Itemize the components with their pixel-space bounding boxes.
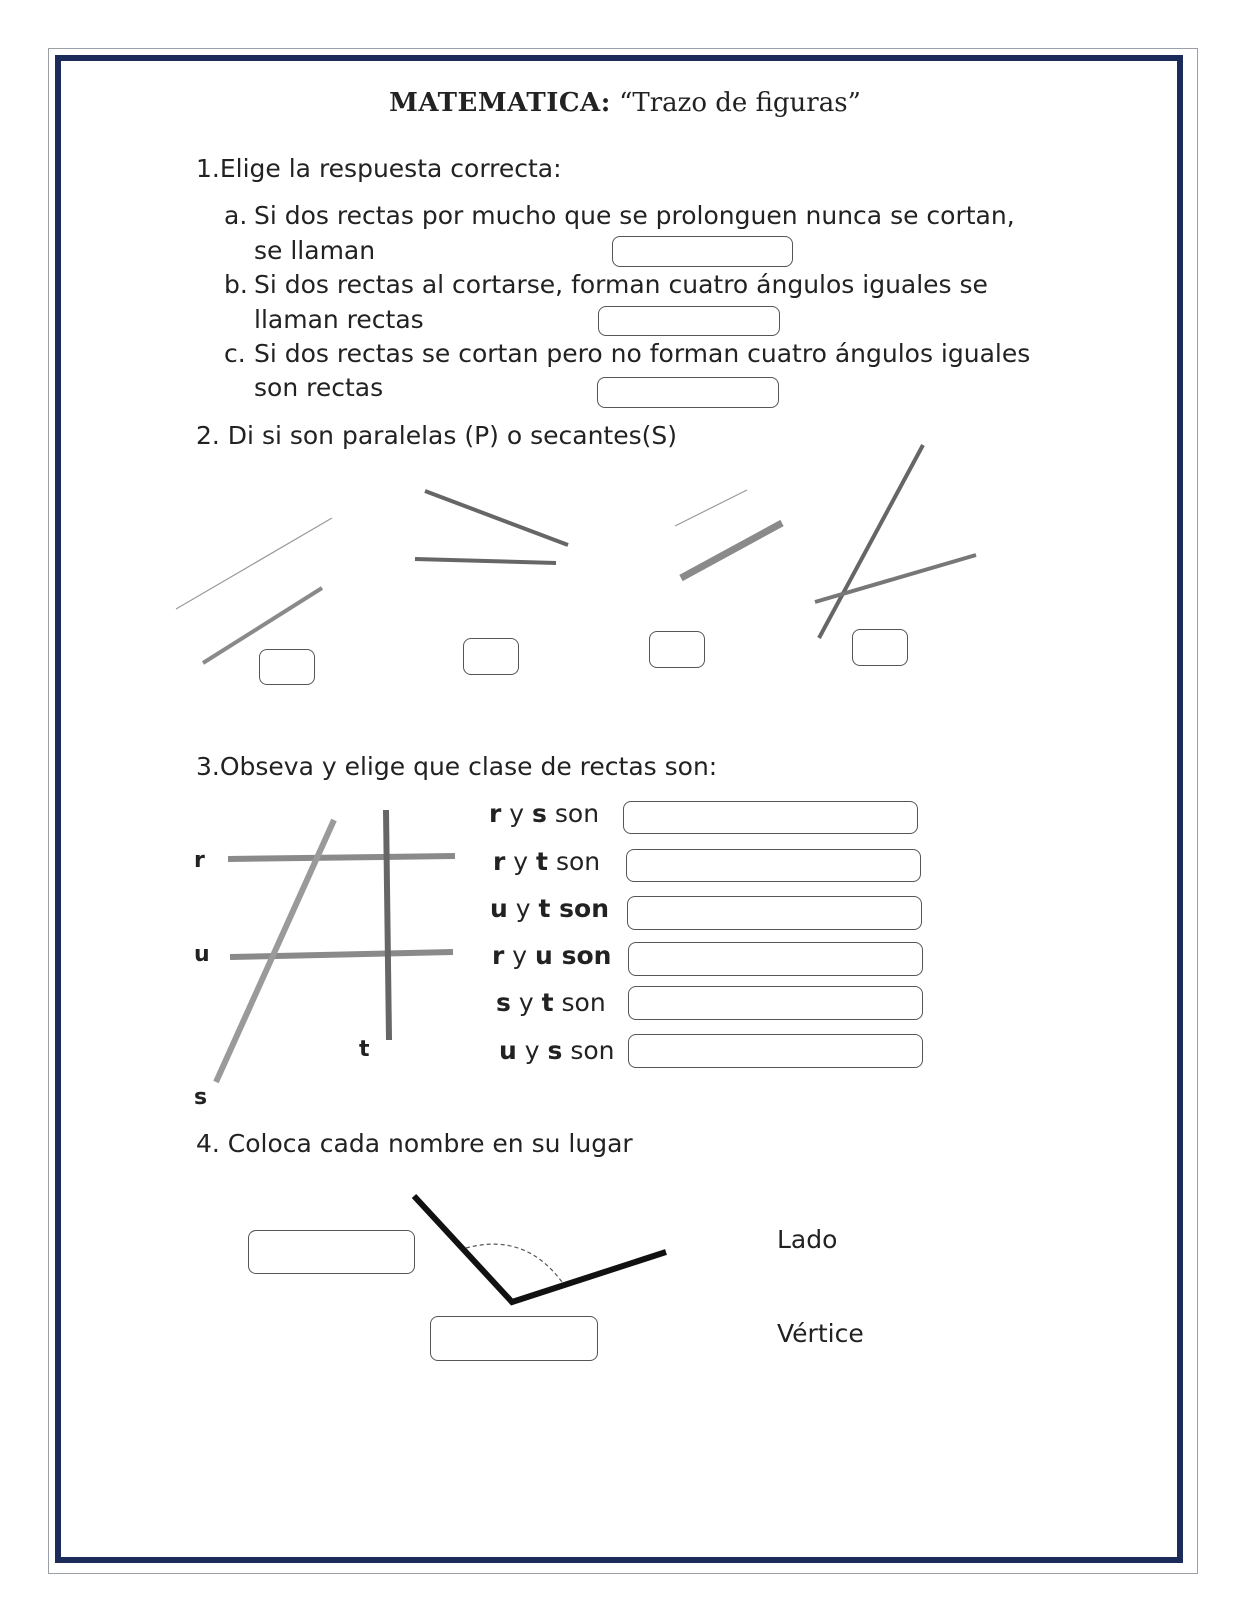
q3-row3-answer-box[interactable] — [627, 896, 922, 930]
word-vertice[interactable]: Vértice — [777, 1319, 864, 1348]
q3-row4-label: r y u son — [492, 941, 612, 970]
q1-heading: 1.Elige la respuesta correcta: — [196, 154, 562, 183]
q2-pair4-steep-line — [819, 445, 923, 638]
q1-c-marker: c. — [224, 339, 246, 368]
line-u — [230, 952, 453, 957]
angle-figure — [414, 1196, 666, 1302]
q3-row4-answer-box[interactable] — [628, 942, 923, 976]
q2-pair2-horizontal-line — [415, 559, 556, 563]
q3-heading: 3.Obseva y elige que clase de rectas son: — [196, 752, 718, 781]
q1-c-line1: Si dos rectas se cortan pero no forman cuatro ángulos iguales — [254, 339, 1031, 368]
label-u: u — [194, 942, 210, 967]
q3-row1-answer-box[interactable] — [623, 801, 918, 834]
q3-row6-label: u y s son — [499, 1036, 615, 1065]
label-s: s — [194, 1085, 208, 1110]
q1-a-line2: se llaman — [254, 236, 376, 265]
q3-row2-answer-box[interactable] — [626, 849, 921, 882]
line-t — [386, 810, 389, 1040]
q2-pair4-shallow-line — [815, 555, 976, 602]
q3-row6-answer-box[interactable] — [628, 1034, 923, 1068]
q3-row1-label: r y s son — [489, 799, 600, 828]
label-r: r — [194, 848, 205, 873]
q2-heading: 2. Di si son paralelas (P) o secantes(S) — [196, 421, 677, 450]
word-lado[interactable]: Lado — [777, 1225, 838, 1254]
q2-pair2-answer-box[interactable] — [463, 638, 519, 675]
q2-pair3-answer-box[interactable] — [649, 631, 705, 668]
q2-pair3-thin-line — [675, 490, 747, 526]
q1-b-marker: b. — [224, 270, 248, 299]
q1-b-line2: llaman rectas — [254, 305, 424, 334]
q1-b-line1: Si dos rectas al cortarse, forman cuatro ángulos iguales se — [254, 270, 988, 299]
page-title: MATEMATICA: “Trazo de figuras” — [389, 88, 861, 118]
q1-a-marker: a. — [224, 201, 248, 230]
line-r — [228, 856, 455, 859]
q3-row3-label: u y t son — [490, 894, 610, 923]
q2-pair1-answer-box[interactable] — [259, 649, 315, 685]
q1-a-line1: Si dos rectas por mucho que se prolonguen nunca se cortan, — [254, 201, 1015, 230]
q3-row2-label: r y t son — [493, 847, 601, 876]
q2-pair2-slanted-line — [425, 491, 568, 545]
angle-arc — [466, 1244, 562, 1282]
q4-vertex-answer-box[interactable] — [430, 1316, 598, 1361]
q4-heading: 4. Coloca cada nombre en su lugar — [196, 1129, 633, 1158]
q1-c-line2: son rectas — [254, 373, 384, 402]
q4-side-answer-box[interactable] — [248, 1230, 415, 1274]
q2-pair4-answer-box[interactable] — [852, 629, 908, 666]
label-t: t — [359, 1037, 370, 1062]
q2-pair3-thick-line — [681, 523, 782, 578]
q3-row5-answer-box[interactable] — [628, 986, 923, 1020]
q3-row5-label: s y t son — [496, 988, 606, 1017]
